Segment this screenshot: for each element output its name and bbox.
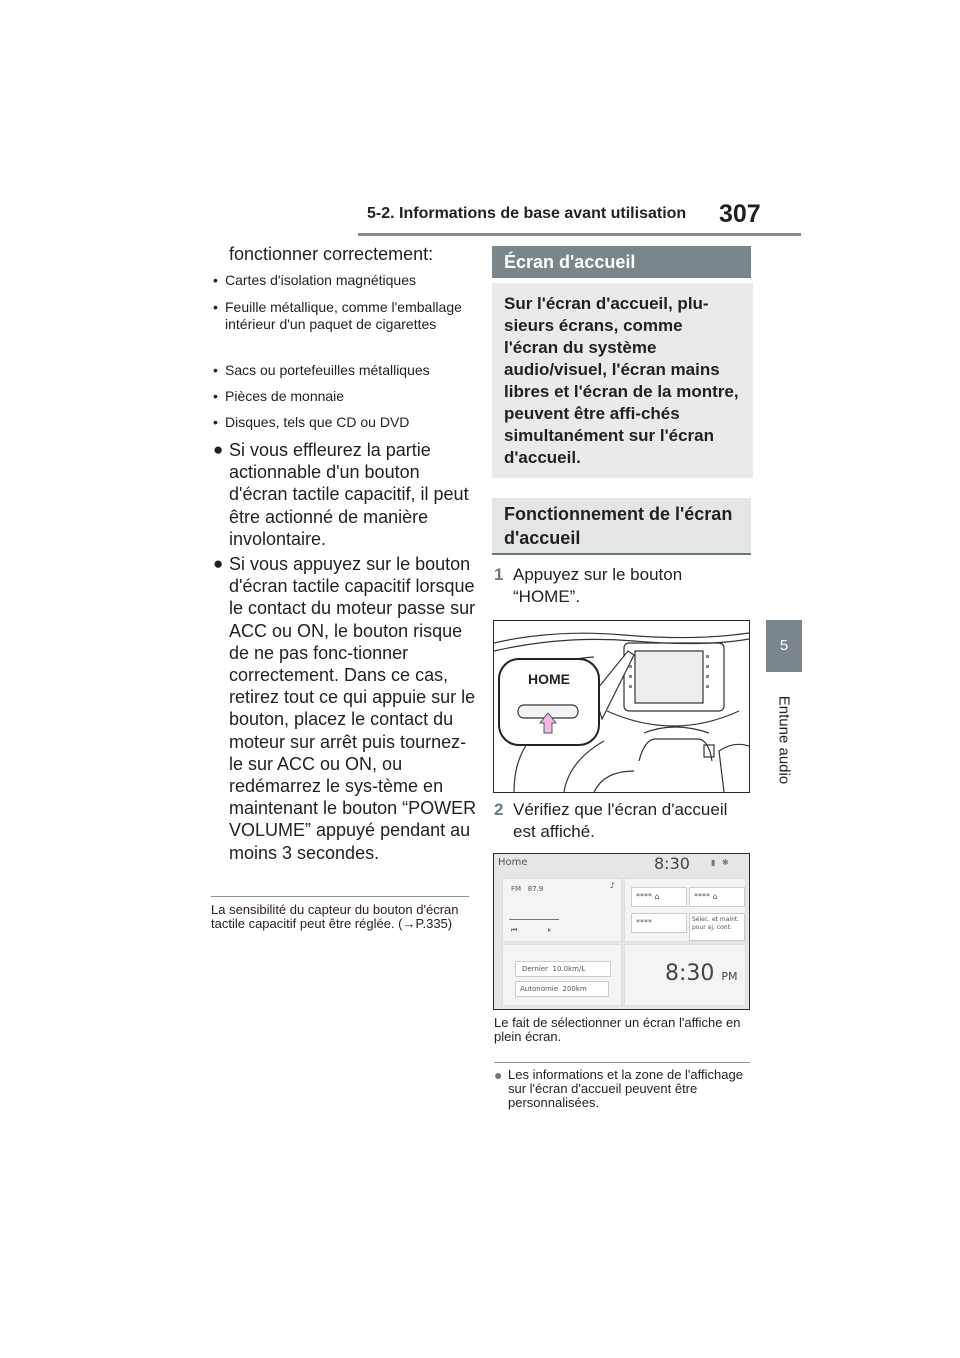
section-header-title: 5-2. Informations de base avant utilisation bbox=[367, 205, 687, 222]
dashboard-illustration bbox=[494, 621, 749, 792]
info-text: Les informations et la zone de l'affichage sur l'écran d'accueil peuvent être personnalisées. bbox=[508, 1067, 743, 1110]
large-clock-ampm: PM bbox=[721, 970, 738, 983]
bullet-text: Cartes d'isolation magnétiques bbox=[225, 272, 417, 288]
bluetooth-icon: ✱ bbox=[721, 858, 731, 867]
chapter-label bbox=[764, 680, 804, 800]
range-label: Autonomie bbox=[520, 985, 559, 993]
big-bullet-item bbox=[213, 553, 477, 883]
signal-icon: ▮ bbox=[711, 858, 718, 867]
page-number: 307 bbox=[719, 200, 761, 228]
info-bullet: ● bbox=[494, 1067, 503, 1083]
home-icon: ⌂ bbox=[712, 892, 718, 901]
clock-tile[interactable] bbox=[624, 944, 746, 1006]
add-contact-line1: Sélec. et maint. bbox=[692, 916, 740, 923]
add-contact-slot[interactable] bbox=[689, 913, 745, 941]
large-clock bbox=[665, 961, 738, 986]
home-screen-title: Home bbox=[498, 857, 528, 868]
bullet-text: Disques, tels que CD ou DVD bbox=[225, 414, 410, 430]
radio-band bbox=[511, 885, 543, 893]
step-item bbox=[494, 564, 754, 608]
range-readout bbox=[515, 981, 609, 997]
intro-box: Sur l'écran d'accueil, plu-sieurs écrans, comme l'écran du système audio/visuel, l'écran mains libres et l'écran de la montre, peuvent être affi-chés simultanément sur l'écran d'accueil. bbox=[492, 283, 753, 478]
figure-caption: Le fait de sélectionner un écran l'affiche en plein écran. bbox=[494, 1015, 741, 1044]
bullet-dot: ● bbox=[213, 554, 224, 573]
home-button-label: HOME bbox=[528, 671, 570, 687]
phone-tile[interactable] bbox=[624, 878, 746, 942]
step-text: Appuyez sur le bouton “HOME”. bbox=[513, 565, 683, 606]
fuel-tile[interactable] bbox=[502, 944, 622, 1006]
last-value: 10.0 bbox=[552, 965, 569, 973]
seek-bar[interactable] bbox=[509, 919, 559, 920]
playback-controls[interactable]: ⏮ ⏸ bbox=[511, 926, 566, 934]
bullet-dot: • bbox=[213, 362, 218, 378]
small-bullet-item bbox=[213, 414, 473, 431]
last-consumption bbox=[515, 961, 611, 977]
chapter-label-text: Entune audio bbox=[775, 695, 793, 785]
contact-stars: **** bbox=[636, 892, 652, 901]
music-note-icon: ♪ bbox=[609, 881, 615, 890]
contact-stars: **** bbox=[694, 892, 710, 901]
lead-text: fonctionner correctement: bbox=[229, 244, 434, 264]
favorite-contact[interactable] bbox=[689, 887, 745, 907]
section-title-bar: Écran d'accueil bbox=[492, 246, 751, 278]
last-label: Dernier bbox=[522, 965, 549, 973]
status-icons bbox=[711, 858, 731, 867]
bullet-text: Si vous appuyez sur le bouton d'écran tactile capacitif lorsque le contact du moteur passe sur ACC ou ON, le bouton risque de ne pas fonc-tionner correctement. Dans ce cas, retirez tout ce qui appuie sur le bouton, placez le contact du moteur sur arrêt puis tournez-le sur ACC ou ON, ou redémarrez le sys-tème en maintenant le bouton “POWER VOLUME” appuyé pendant au moins 3 secondes. bbox=[229, 554, 477, 863]
bullet-dot: • bbox=[213, 414, 218, 430]
bullet-text: Sacs ou portefeuilles métalliques bbox=[225, 362, 430, 378]
home-screen-figure bbox=[493, 853, 750, 1010]
home-icon: ⌂ bbox=[654, 892, 660, 901]
small-bullet-item bbox=[213, 299, 473, 351]
bullet-text: Si vous effleurez la partie actionnable d'un bouton d'écran tactile capacitif, il peut être actionné de manière involontaire. bbox=[229, 440, 469, 549]
add-contact-line2: pour aj. cont. bbox=[692, 924, 732, 931]
bullet-text: Pièces de monnaie bbox=[225, 388, 345, 404]
range-value: 200 bbox=[562, 985, 576, 993]
bullet-dot: • bbox=[213, 272, 218, 288]
info-item bbox=[494, 1068, 754, 1116]
radio-band-label: FM bbox=[511, 885, 522, 893]
small-bullet-item bbox=[213, 388, 473, 405]
info-divider bbox=[494, 1062, 750, 1063]
step-number: 2 bbox=[494, 800, 504, 819]
radio-frequency: 87.9 bbox=[527, 885, 544, 893]
favorite-contact[interactable] bbox=[631, 887, 687, 907]
step-text: Vérifiez que l'écran d'accueil est affiché. bbox=[513, 800, 728, 841]
range-unit: km bbox=[575, 985, 587, 993]
subsection-divider bbox=[492, 553, 751, 555]
small-bullet-item bbox=[213, 272, 473, 289]
note-divider bbox=[211, 896, 469, 897]
radio-tile[interactable] bbox=[502, 878, 622, 942]
step-number: 1 bbox=[494, 565, 504, 584]
bullet-dot: ● bbox=[213, 440, 224, 459]
status-clock: 8:30 bbox=[654, 854, 690, 873]
step-item bbox=[494, 799, 754, 843]
favorite-contact[interactable] bbox=[631, 913, 687, 933]
small-bullet-item bbox=[213, 362, 473, 379]
bullet-dot: • bbox=[213, 299, 218, 315]
large-clock-time: 8:30 bbox=[665, 961, 715, 986]
big-bullet-item bbox=[213, 439, 473, 551]
last-unit: km/L bbox=[568, 965, 586, 973]
dashboard-figure bbox=[493, 620, 750, 793]
note-text: La sensibilité du capteur du bouton d'écran tactile capacitif peut être réglée. (→P.335) bbox=[211, 902, 459, 931]
subsection-title: Fonctionnement de l'écran d'accueil bbox=[492, 498, 751, 554]
contact-stars: **** bbox=[636, 918, 652, 927]
bullet-dot: • bbox=[213, 388, 218, 404]
header-divider bbox=[358, 233, 801, 236]
bullet-text: Feuille métallique, comme l'emballage intérieur d'un paquet de cigarettes bbox=[225, 299, 462, 332]
chapter-tab: 5 bbox=[766, 620, 802, 672]
